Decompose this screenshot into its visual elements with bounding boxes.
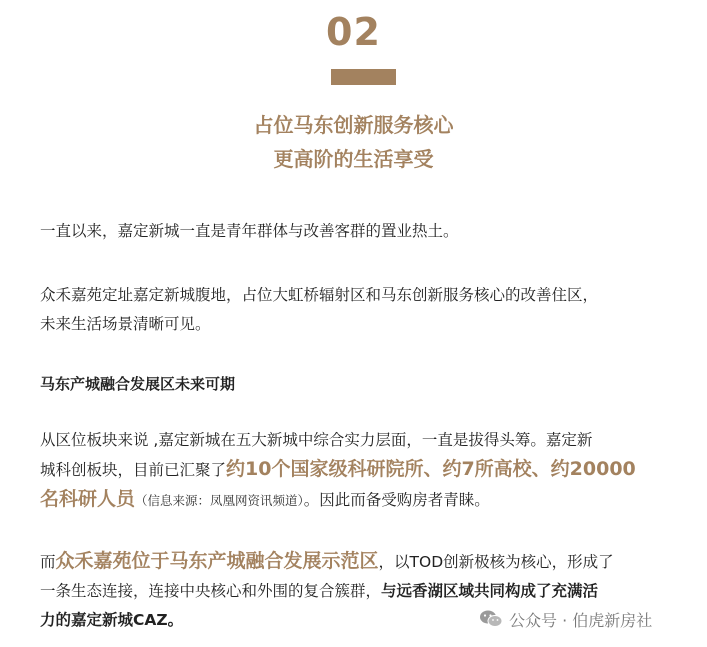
highlight-researchers: 名科研人员 (40, 488, 136, 510)
paragraph-district-line2-text: 城科创板块，目前已汇聚了 (40, 461, 227, 479)
wechat-icon (479, 609, 503, 629)
paragraph-district-line1: 从区位板块来说 ,嘉定新城在五大新城中综合实力层面，一直是拔得头筹。嘉定新 (40, 431, 593, 449)
watermark-text: 公众号 · 伯虎新房社 (509, 610, 653, 630)
divider-bar (331, 69, 396, 85)
paragraph-district-line3 (40, 485, 690, 515)
paragraph-location-line1: 众禾嘉苑定址嘉定新城腹地，占位大虹桥辐射区和马东创新服务核心的改善住区， (40, 286, 599, 304)
paragraph-project-line1-start: 而 (40, 553, 56, 571)
paragraph-project-line1-end: ，以TOD创新极核为核心，形成了 (378, 553, 614, 571)
paragraph-district-line3-text: 。因此而备受购房者青睐。 (303, 491, 490, 509)
section-title-line2: 更高阶的生活享受 (273, 147, 434, 171)
paragraph-district (40, 426, 690, 515)
paragraph-project-line2 (40, 577, 690, 606)
highlight-research-stats: 约10个国家级科研院所、约7所高校、约20000 (226, 458, 636, 480)
highlight-project-location: 众禾嘉苑位于马东产城融合发展示范区 (55, 550, 379, 572)
watermark (479, 606, 652, 632)
paragraph-location-line2: 未来生活场景清晰可见。 (40, 315, 211, 333)
subheading: 马东产城融合发展区未来可期 (40, 375, 236, 393)
paragraph-project-line2-text: 一条生态连接，连接中央核心和外围的复合簇群， (40, 582, 382, 600)
highlight-lake-area: 与远香湖区域共同构成了充满活 (381, 582, 599, 600)
section-number: 02 (326, 10, 381, 54)
source-note: （信息来源：凤凰网资讯频道） (135, 493, 304, 508)
section-title-line1: 占位马东创新服务核心 (253, 113, 454, 137)
paragraph-intro-text: 一直以来，嘉定新城一直是青年群体与改善客群的置业热土。 (40, 222, 459, 240)
paragraph-intro (40, 217, 690, 246)
highlight-caz: 力的嘉定新城CAZ。 (40, 611, 184, 629)
paragraph-project-line1 (40, 547, 690, 577)
paragraph-location (40, 281, 690, 339)
paragraph-district-line2 (40, 455, 690, 485)
